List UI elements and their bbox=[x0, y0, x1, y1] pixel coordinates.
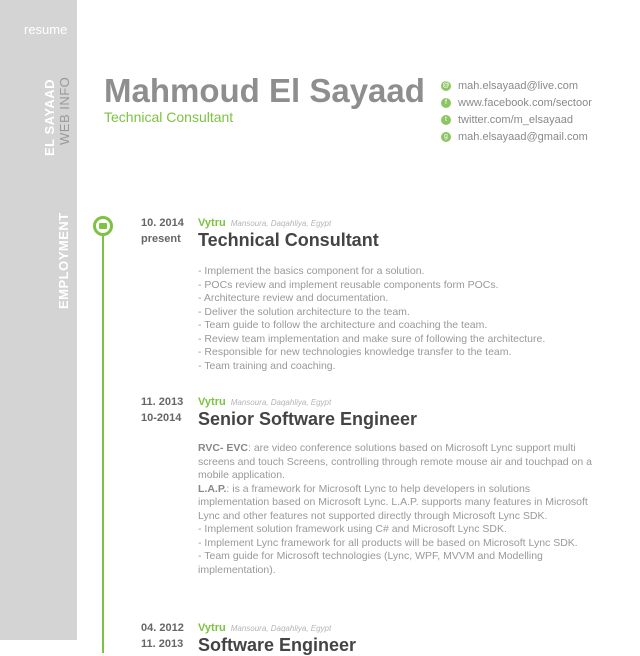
contact-gmail[interactable] bbox=[441, 128, 592, 145]
location: Mansoura, Daqahliya, Egypt bbox=[230, 219, 332, 228]
contact-text: mah.elsayaad@live.com bbox=[458, 79, 578, 92]
paragraph-text: : is a framework for Microsoft Lync to help developers in solutions implementation based on Microsoft Lync. L.A.P. supports many features in Microsoft Lync and other features not supported directly through Microsoft Lync SDK. bbox=[198, 482, 588, 522]
desc-line: - Team training and coaching. bbox=[198, 359, 336, 372]
location: Mansoura, Daqahliya, Egypt bbox=[230, 398, 332, 407]
sidebar-name: EL SAYAAD bbox=[42, 79, 57, 156]
desc-line: - Deliver the solution architecture to the team. bbox=[198, 305, 410, 318]
desc-line: - POCs review and implement reusable components form POCs. bbox=[198, 278, 499, 291]
desc-line: - Implement solution framework using C# and Microsoft Lync SDK. bbox=[198, 523, 507, 535]
desc-line: - Implement the basics component for a solution. bbox=[198, 265, 425, 277]
contact-text: mah.elsayaad@gmail.com bbox=[458, 130, 588, 143]
paragraph-text: : are video conference solutions based on Microsoft Lync support multi screens and touch Screens, controlling through remote mouse air and touchpad on a mobile application. bbox=[198, 442, 592, 481]
timeline-line bbox=[102, 233, 104, 653]
desc-paragraph bbox=[198, 442, 598, 483]
location: Mansoura, Daqahliya, Egypt bbox=[230, 624, 332, 633]
sidebar-web-info: WEB INFO bbox=[57, 76, 72, 145]
job-description bbox=[198, 442, 598, 577]
company-name: Vytru bbox=[198, 217, 226, 229]
facebook-icon: f bbox=[441, 98, 451, 108]
date-from: 11. 2013 bbox=[141, 396, 184, 408]
sidebar-employment: EMPLOYMENT bbox=[56, 212, 71, 309]
job-dates bbox=[141, 215, 184, 247]
job-title: Technical Consultant bbox=[198, 230, 379, 250]
gmail-icon: g bbox=[441, 132, 451, 142]
person-name: Mahmoud El Sayaad bbox=[104, 72, 425, 109]
desc-line: - Review team implementation and make sure of following the architecture. bbox=[198, 332, 546, 345]
job-description bbox=[198, 265, 598, 373]
company-name: Vytru bbox=[198, 622, 226, 634]
contact-list bbox=[441, 77, 592, 145]
company-name: Vytru bbox=[198, 396, 226, 408]
contact-facebook[interactable] bbox=[441, 94, 592, 111]
briefcase-icon bbox=[93, 216, 113, 236]
date-to: 10-2014 bbox=[141, 412, 182, 424]
desc-line: - Implement Lync framework for all products will be based on Microsoft Lync SDK. bbox=[198, 536, 578, 549]
date-from: 04. 2012 bbox=[141, 622, 184, 634]
sidebar bbox=[0, 0, 77, 640]
product-name: RVC- EVC bbox=[198, 442, 248, 454]
person-role: Technical Consultant bbox=[104, 109, 234, 125]
desc-paragraph bbox=[198, 483, 598, 524]
job-dates bbox=[141, 394, 183, 426]
contact-twitter[interactable] bbox=[441, 111, 592, 128]
date-to: 11. 2013 bbox=[141, 638, 184, 650]
desc-line: - Team guide for Microsoft technologies (Lync, WPF, MVVM and Modelling implementation). bbox=[198, 550, 543, 576]
desc-line: - Responsible for new technologies knowledge transfer to the team. bbox=[198, 346, 512, 358]
resume-label: resume bbox=[24, 22, 68, 37]
mail-icon: @ bbox=[442, 81, 450, 89]
twitter-icon: t bbox=[441, 115, 451, 125]
job-dates bbox=[141, 620, 184, 652]
product-name: L.A.P. bbox=[198, 482, 227, 495]
desc-line: - Architecture review and documentation. bbox=[198, 292, 389, 304]
job-title: Software Engineer bbox=[198, 635, 357, 655]
desc-line: - Team guide to follow the architecture and coaching the team. bbox=[198, 319, 488, 331]
date-to: present bbox=[141, 233, 181, 245]
date-from: 10. 2014 bbox=[141, 217, 184, 229]
job-title: Senior Software Engineer bbox=[198, 409, 418, 429]
contact-email[interactable] bbox=[441, 77, 592, 94]
contact-text: www.facebook.com/sectoor bbox=[458, 96, 592, 109]
contact-text: twitter.com/m_elsayaad bbox=[458, 113, 573, 126]
